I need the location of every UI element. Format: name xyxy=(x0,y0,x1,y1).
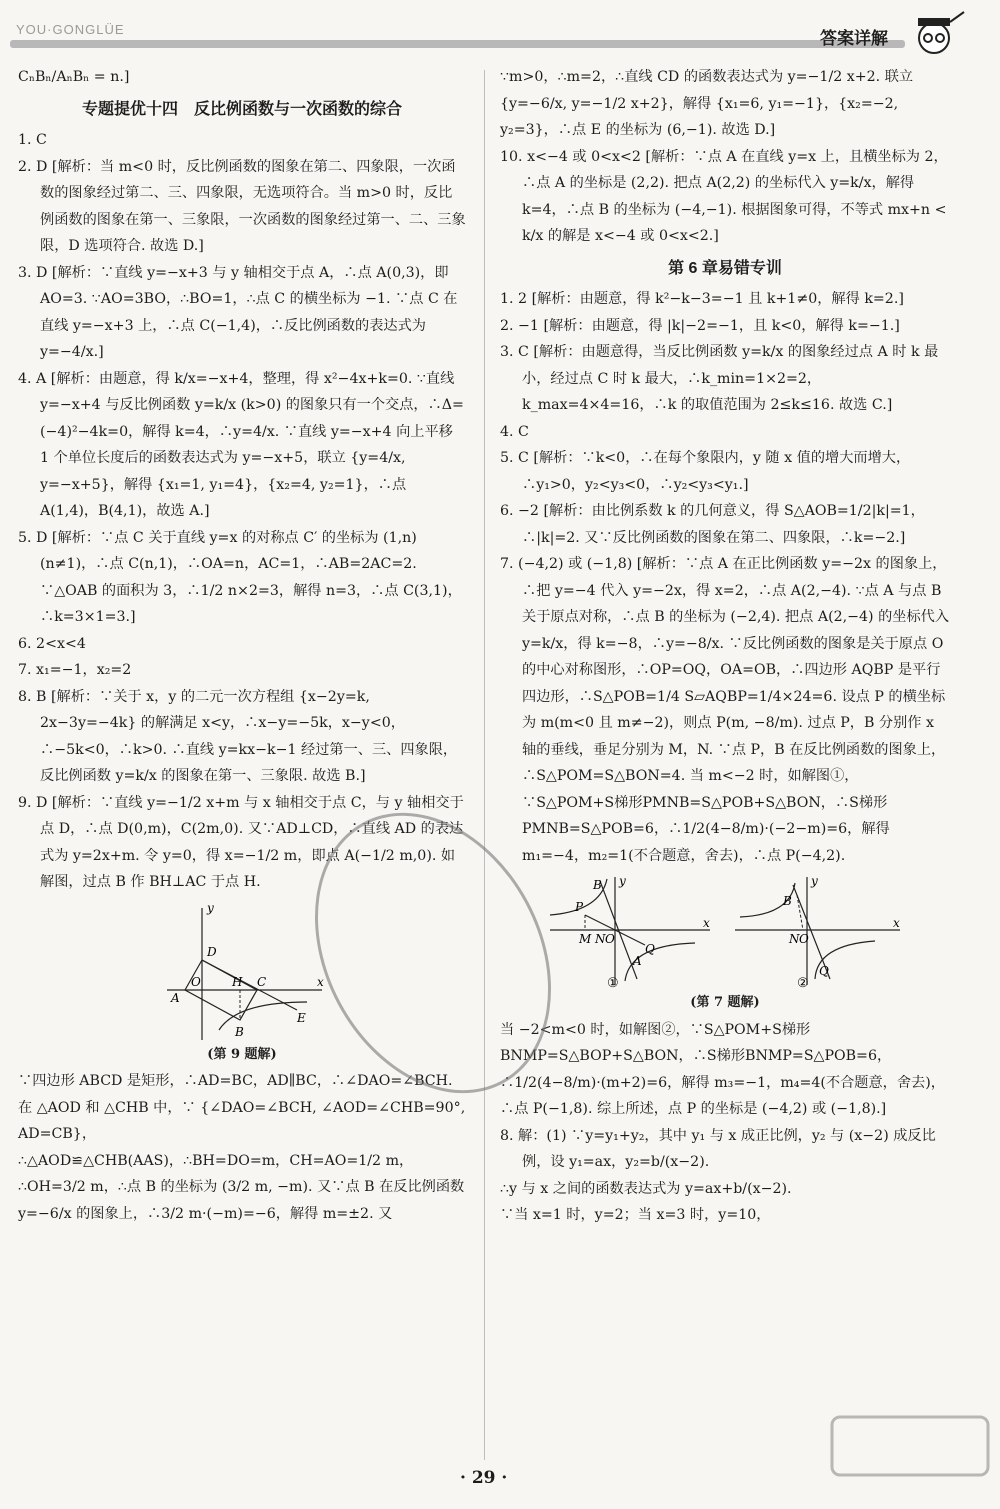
solution-text: ∴y 与 x 之间的函数表达式为 y=ax+b/(x−2). xyxy=(500,1180,792,1197)
answer-item: 3. D [解析：∵直线 y=−x+3 与 y 轴相交于点 A，∴点 A(0,3)，即 AO=3. ∵AO=3BO，∴BO=1，∴点 C 的横坐标为 −1. ∵点 C 在直线 y=−x+3 上，∴点 C(−1,4)，∴反比例函数的表达式为 y=−4/x.] xyxy=(18,264,458,360)
fig7-label-N: N xyxy=(595,932,606,946)
answer-item: 5. C [解析：∵k<0，∴在每个象限内，y 随 x 值的增大而增大，∴y₁>0，y₂<y₃<0，∴y₂<y₃<y₁.] xyxy=(500,450,911,493)
fig7-label-y: y xyxy=(619,875,626,888)
fig7-label-x: x xyxy=(703,916,710,930)
watermark-logo xyxy=(830,1415,990,1500)
answer-item: 8. 解：(1) ∵y=y₁+y₂，其中 y₁ 与 x 成正比例，y₂ 与 (x−2) 成反比例，设 y₁=ax，y₂=b/(x−2). xyxy=(500,1127,936,1170)
fig7b-label-Q: Q xyxy=(819,964,829,978)
right-column xyxy=(500,64,950,1229)
fig7b-label-O: O xyxy=(799,932,809,946)
figure-9 xyxy=(157,902,327,1042)
fig7b-label-y: y xyxy=(811,875,818,888)
fig9-label-x: x xyxy=(317,974,324,989)
header-bar xyxy=(10,40,905,48)
mascot-icon xyxy=(904,10,968,60)
solution-text: ∵四边形 ABCD 是矩形，∴AD=BC，AD∥BC，∴∠DAO=∠BCH. 在 △AOD 和 △CHB 中，∵ {∠DAO=∠BCH, ∠AOD=∠CHB=90°, AD=CB}， xyxy=(18,1073,466,1142)
page-number: · 29 · xyxy=(460,1468,508,1488)
figure-9-caption: (第 9 题解) xyxy=(207,1046,277,1062)
section-title-left: 专题提优十四 反比例函数与一次函数的综合 xyxy=(81,100,402,118)
top-formula: CₙBₙ/AₙBₙ = n.] xyxy=(18,69,130,85)
fig7b-label-N: N xyxy=(789,932,800,946)
answer-item: 2. −1 [解析：由题意，得 |k|−2=−1，且 k<0，解得 k=−1.] xyxy=(500,317,900,334)
answer-item: 4. C xyxy=(500,423,529,440)
fig9-label-E: E xyxy=(297,1010,306,1025)
answer-item: 9. D [解析：∵直线 y=−1/2 x+m 与 x 轴相交于点 C，与 y 轴相交于点 D，∴点 D(0,m)，C(2m,0). 又∵AD⊥CD，∴直线 AD 的表达式为 y=2x+m. 令 y=0，得 x=−1/2 m，即点 A(−1/2 m,0). 如解图，过点 B 作 BH⊥AC 于点 H. xyxy=(18,794,464,890)
fig9-label-H: H xyxy=(232,974,243,989)
fig7-label-P: P xyxy=(575,900,584,914)
fig9-label-C: C xyxy=(257,974,267,989)
fig9-label-B: B xyxy=(235,1024,244,1039)
fig7-label-A: A xyxy=(633,954,642,968)
fig9-label-y: y xyxy=(207,901,214,915)
answer-item: 4. A [解析：由题意，得 k/x=−x+4，整理，得 x²−4x+k=0. ∵直线 y=−x+4 与反比例函数 y=k/x (k>0) 的图象只有一个交点，∴Δ=(−4)²−4k=0，解得 k=4，∴y=4/x. ∵直线 y=−x+4 向上平移 1 个单位长度后的函数表达式为 y=−x+5，联立 {y=4/x, y=−x+5}，解得 {x₁=1, y₁=4}，{x₂=4, y₂=1}，∴点 A(1,4)，B(4,1)，故选 A.] xyxy=(18,370,464,519)
fig7-label-M: M xyxy=(579,932,592,946)
answer-item: 6. 2<x<4 xyxy=(18,635,86,652)
figure-7 xyxy=(545,875,905,990)
answer-item: 5. D [解析：∵点 C 关于直线 y=x 的对称点 C′ 的坐标为 (1,n)(n≠1)，∴点 C(n,1)，∴OA=n，AC=1，∴AB=2AC=2. ∵△OAB 的面积为 3，∴1/2 n×2=3，解得 n=3，∴点 C(3,1)，∴k=3×1=3.] xyxy=(18,529,462,625)
figure-7-caption: (第 7 题解) xyxy=(690,995,760,1010)
solution-text: 当 −2<m<0 时，如解图②，∵S△POM+S梯形BNMP=S△BOP+S△BON，∴S梯形BNMP=S△POB=6，∴1/2(4−8/m)·(m+2)=6，解得 m₃=−1，m₄=4(不合题意，舍去)，∴点 P(−1,8). 综上所述，点 P 的坐标是 (−4,2) 或 (−1,8).] xyxy=(500,1021,945,1117)
fig7b-label-B: B xyxy=(783,894,792,908)
fig7-label-O: O xyxy=(605,932,615,946)
fig9-label-D: D xyxy=(207,944,217,959)
fig9-label-O: O xyxy=(191,974,201,989)
header-brand: YOU·GONGLÜE xyxy=(16,22,125,37)
section-title-right: 第 6 章易错专训 xyxy=(668,259,782,277)
answer-item: 8. B [解析：∵关于 x，y 的二元一次方程组 {x−2y=k, 2x−3y=−4k} 的解满足 x<y，∴x−y=−5k，x−y<0，∴−5k<0，∴k>0. ∴直线 y=kx−k−1 经过第一、三、四象限，反比例函数 y=k/x 的图象在第一、三象限. 故选 B.] xyxy=(18,688,458,784)
solution-text: ∵当 x=1 时，y=2；当 x=3 时，y=10， xyxy=(500,1207,771,1223)
solution-text: ∵m>0，∴m=2，∴直线 CD 的函数表达式为 y=−1/2 x+2. 联立 {y=−6/x, y=−1/2 x+2}，解得 {x₁=6, y₁=−1}，{x₂=−2, y₂=3}，∴点 E 的坐标为 (6,−1). 故选 D.] xyxy=(500,69,914,138)
answer-item: 6. −2 [解析：由比例系数 k 的几何意义，得 S△AOB=1/2|k|=1，∴|k|=2. 又∵反比例函数的图象在第二、四象限，∴k=−2.] xyxy=(500,503,925,546)
fig7-label-B: B xyxy=(593,878,602,892)
fig9-label-A: A xyxy=(171,990,180,1005)
answer-item: 2. D [解析：当 m<0 时，反比例函数的图象在第二、四象限，一次函数的图象经过第二、三、四象限，无选项符合。当 m>0 时，反比例函数的图象在第一、三象限，一次函数的图象经过第一、二、三象限，D 选项符合. 故选 D.] xyxy=(18,158,466,254)
fig7-label-Q: Q xyxy=(645,942,655,956)
column-divider xyxy=(484,70,485,1460)
answer-item: 1. C xyxy=(18,132,47,148)
answer-item: 7. x₁=−1，x₂=2 xyxy=(18,662,132,678)
fig7b-label-x: x xyxy=(893,916,900,930)
solution-text: ∴OH=3/2 m，∴点 B 的坐标为 (3/2 m, −m). 又∵点 B 在反比例函数 y=−6/x 的图象上，∴3/2 m·(−m)=−6，解得 m=±2. 又 xyxy=(18,1179,465,1222)
answer-item: 3. C [解析：由题意得，当反比例函数 y=k/x 的图象经过点 A 时 k 最小，经过点 C 时 k 最大，∴k_min=1×2=2，k_max=4×4=16，∴k 的取值范围为 2≤k≤16. 故选 C.] xyxy=(500,344,939,413)
answer-item: 10. x<−4 或 0<x<2 [解析：∵点 A 在直线 y=x 上，且横坐标为 2，∴点 A 的坐标是 (2,2). 把点 A(2,2) 的坐标代入 y=k/x，解得 k=4，∴点 B 的坐标为 (−4,−1). 根据图象可得，不等式 mx+n < k/x 的解是 x<−4 或 0<x<2.] xyxy=(500,148,948,244)
answer-item: 7. (−4,2) 或 (−1,8) [解析：∵点 A 在正比例函数 y=−2x 的图象上，∴把 y=−4 代入 y=−2x，得 x=2，∴点 A(2,−4). ∵点 A 与点 B 关于原点对称，∴点 B 的坐标为 (−2,4). 把点 A(2,−4) 的坐标代入 y=k/x，得 k=−8，∴y=−8/x. ∵反比例函数的图象是关于原点 O 的中心对称图形，∴OP=OQ，OA=OB，∴四边形 AQBP 是平行四边形，∴S△POB=1/4 S▱AQBP=1/4×24=6. 设点 P 的横坐标为 m(m<0 且 m≠−2)，则点 P(m, −8/m). 过点 P，B 分别作 x 轴的垂线，垂足分别为 M，N. ∵点 P，B 在反比例函数的图象上，∴S△POM=S△BON=4. 当 m<−2 时，如解图①，∵S△POM+S梯形PMNB=S△POB+S△BON，∴S梯形PMNB=S△POB=6，∴1/2(4−8/m)·(−2−m)=6，解得 m₁=−4，m₂=1(不合题意，舍去)，∴点 P(−4,2). xyxy=(500,556,950,864)
solution-text: ∴△AOD≌△CHB(AAS)，∴BH=DO=m，CH=AO=1/2 m， xyxy=(18,1152,414,1169)
header-title: 答案详解 xyxy=(820,29,888,48)
fig7-label-2: ② xyxy=(797,976,809,990)
answer-item: 1. 2 [解析：由题意，得 k²−k−3=−1 且 k+1≠0，解得 k=2.] xyxy=(500,291,904,307)
fig7-label-1: ① xyxy=(607,976,619,990)
